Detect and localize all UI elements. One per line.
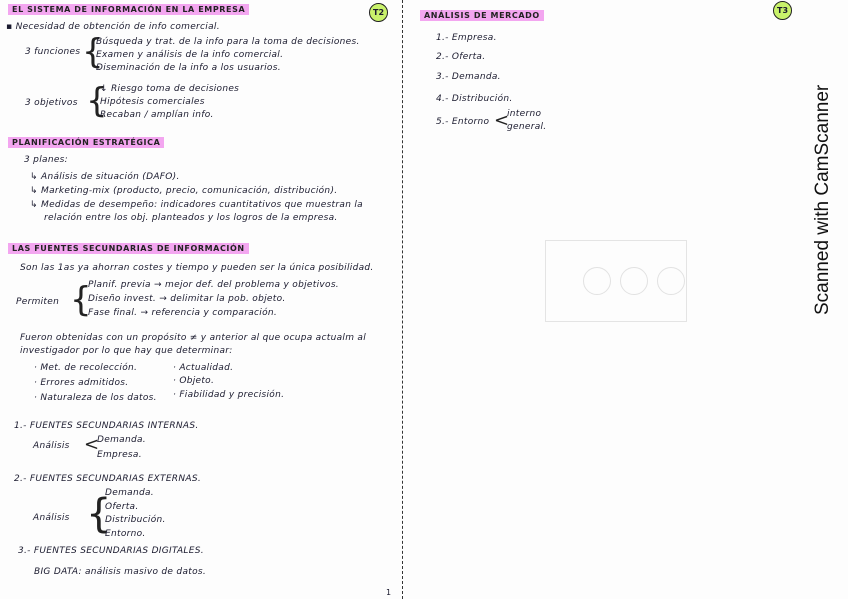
externas-item: Oferta.: [105, 502, 139, 512]
objetivo-item: ↓ Riesgo toma de decisiones: [100, 84, 240, 94]
criteria-item: · Objeto.: [173, 376, 215, 386]
section-heading-fuentes: LAS FUENTES SECUNDARIAS DE INFORMACIÓN: [8, 243, 249, 254]
objetivo-item: Hipótesis comerciales: [100, 97, 205, 107]
funcion-item: Búsqueda y trat. de la info para la toma de decisiones.: [96, 37, 360, 47]
bleed-through-circle: [657, 267, 685, 295]
criteria-item: · Fiabilidad y precisión.: [173, 390, 285, 400]
bigdata-line: BIG DATA: análisis masivo de datos.: [34, 567, 207, 577]
criteria-item: · Errores admitidos.: [34, 378, 129, 388]
funciones-label: 3 funciones: [25, 47, 81, 57]
mercado-item: 5.- Entorno: [436, 117, 490, 127]
permiten-item: Planif. previa → mejor def. del problema y objetivos.: [88, 280, 339, 290]
externas-item: Entorno.: [105, 529, 146, 539]
externas-title: 2.- FUENTES SECUNDARIAS EXTERNAS.: [14, 474, 202, 484]
entorno-subitem: interno: [507, 109, 542, 119]
entorno-subitem: general.: [507, 122, 547, 132]
internas-item: Demanda.: [97, 435, 146, 445]
brace-icon: {: [70, 280, 92, 320]
section-heading-sistema: EL SISTEMA DE INFORMACIÓN EN LA EMPRESA: [8, 4, 249, 15]
brace-icon: {: [82, 32, 104, 72]
section-heading-planificacion: PLANIFICACIÓN ESTRATÉGICA: [8, 137, 164, 148]
section-heading-mercado: ANÁLISIS DE MERCADO: [420, 10, 544, 21]
funcion-item: Examen y análisis de la info comercial.: [96, 50, 284, 60]
externas-item: Distribución.: [105, 515, 166, 525]
mercado-item: 2.- Oferta.: [436, 52, 486, 62]
mercado-item: 1.- Empresa.: [436, 33, 497, 43]
permiten-item: Diseño invest. → delimitar la pob. objeto.: [88, 294, 286, 304]
bullet-necesidad: ▪ Necesidad de obtención de info comercial.: [6, 22, 220, 32]
bleed-through-circle: [620, 267, 648, 295]
bracket-icon: <: [84, 434, 100, 455]
criteria-item: · Met. de recolección.: [34, 363, 138, 373]
fuentes-para-line1: Fueron obtenidas con un propósito ≠ y anterior al que ocupa actualm al: [20, 333, 367, 343]
mercado-item: 3.- Demanda.: [436, 72, 501, 82]
criteria-item: · Actualidad.: [173, 363, 234, 373]
digitales-title: 3.- FUENTES SECUNDARIAS DIGITALES.: [18, 546, 204, 556]
fuentes-para-line2: investigador por lo que hay que determinar:: [20, 346, 233, 356]
planes-intro: 3 planes:: [24, 155, 68, 165]
topic-badge-left: T2: [369, 3, 388, 22]
criteria-item: · Naturaleza de los datos.: [34, 393, 157, 403]
bleed-through-circle: [583, 267, 611, 295]
bullet-text: Necesidad de obtención de info comercial.: [15, 22, 220, 32]
permiten-item: Fase final. → referencia y comparación.: [88, 308, 278, 318]
objetivos-label: 3 objetivos: [25, 98, 78, 108]
externas-analisis-label: Análisis: [33, 513, 70, 523]
page-number: 1: [386, 588, 392, 597]
mercado-item: 4.- Distribución.: [436, 94, 513, 104]
plan-continuation: relación entre los obj. planteados y los logros de la empresa.: [44, 213, 338, 223]
brace-icon: {: [86, 81, 108, 121]
externas-item: Demanda.: [105, 488, 154, 498]
plan-item: ↳ Medidas de desempeño: indicadores cuantitativos que muestran la: [30, 200, 363, 210]
brace-icon: {: [86, 491, 112, 537]
camscanner-watermark: Scanned with CamScanner: [812, 84, 833, 315]
internas-analisis-label: Análisis: [33, 441, 70, 451]
objetivo-item: Recaban / amplían info.: [100, 110, 214, 120]
funcion-item: Diseminación de la info a los usuarios.: [96, 63, 281, 73]
topic-badge-right: T3: [773, 1, 792, 20]
page-divider: [402, 0, 403, 599]
internas-item: Empresa.: [97, 450, 142, 460]
fuentes-intro: Son las 1as ya ahorran costes y tiempo y pueden ser la única posibilidad.: [20, 263, 374, 273]
plan-item: ↳ Marketing-mix (producto, precio, comunicación, distribución).: [30, 186, 338, 196]
permiten-label: Permiten: [16, 297, 60, 307]
bracket-icon: <: [494, 110, 510, 131]
plan-item: ↳ Análisis de situación (DAFO).: [30, 172, 180, 182]
internas-title: 1.- FUENTES SECUNDARIAS INTERNAS.: [14, 421, 199, 431]
